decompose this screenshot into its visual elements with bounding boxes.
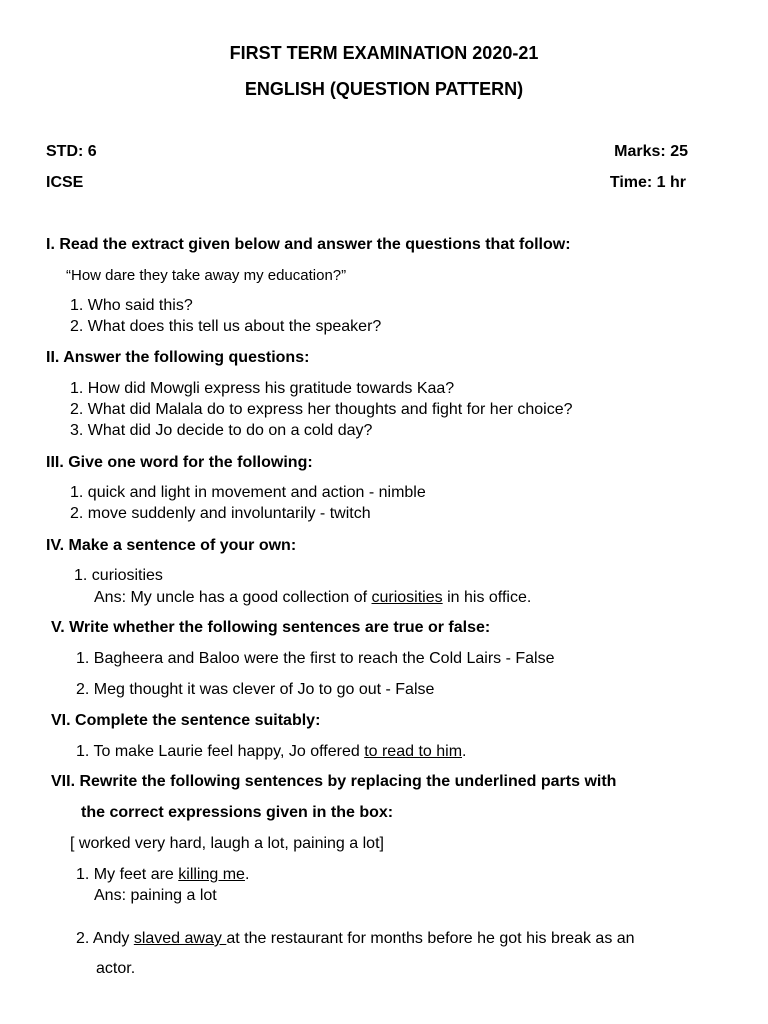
q7-item: 2. Andy slaved away at the restaurant for months before he got his break as an <box>76 930 635 947</box>
q7-item1-answer: Ans: paining a lot <box>94 887 217 904</box>
std-label: STD: 6 <box>46 143 97 160</box>
q5-item: 1. Bagheera and Baloo were the first to reach the Cold Lairs - False <box>76 650 555 667</box>
q2-item: 1. How did Mowgli express his gratitude towards Kaa? <box>70 380 455 397</box>
q3-item: 2. move suddenly and involuntarily - twitch <box>70 505 371 522</box>
exam-title: FIRST TERM EXAMINATION 2020-21 <box>229 43 539 63</box>
q4-item: 1. curiosities <box>74 567 163 584</box>
q3-heading: III. Give one word for the following: <box>46 454 313 471</box>
time-label: Time: 1 hr <box>609 174 686 191</box>
q1-item: 1. Who said this? <box>70 297 193 314</box>
q5-heading: V. Write whether the following sentences are true or false: <box>51 619 491 636</box>
q5-item: 2. Meg thought it was clever of Jo to go out - False <box>76 681 435 698</box>
q7-word-box: [ worked very hard, laugh a lot, paining a lot] <box>70 835 384 852</box>
q3-item: 1. quick and light in movement and action - nimble <box>70 484 426 501</box>
marks-label: Marks: 25 <box>614 143 688 160</box>
underlined-phrase: to read to him <box>364 743 463 760</box>
q7-heading: VII. Rewrite the following sentences by replacing the underlined parts with <box>51 773 617 790</box>
q2-heading: II. Answer the following questions: <box>46 349 310 366</box>
q7-heading-cont: the correct expressions given in the box: <box>81 804 394 821</box>
q7-item2-cont: actor. <box>96 960 136 977</box>
q4-heading: IV. Make a sentence of your own: <box>46 537 297 554</box>
q6-item: 1. To make Laurie feel happy, Jo offered to read to him. <box>76 743 467 760</box>
q1-quote: “How dare they take away my education?” <box>66 267 347 284</box>
q2-item: 3. What did Jo decide to do on a cold day? <box>70 422 373 439</box>
q6-heading: VI. Complete the sentence suitably: <box>51 712 321 729</box>
q1-item: 2. What does this tell us about the speaker? <box>70 318 382 335</box>
q4-answer: Ans: My uncle has a good collection of curiosities in his office. <box>94 589 532 606</box>
board-label: ICSE <box>46 174 84 191</box>
q7-item: 1. My feet are killing me. <box>76 866 250 883</box>
underlined-word: curiosities <box>371 589 443 606</box>
exam-subtitle: ENGLISH (QUESTION PATTERN) <box>244 79 524 99</box>
q1-heading: I. Read the extract given below and answer the questions that follow: <box>46 236 571 253</box>
q2-item: 2. What did Malala do to express her thoughts and fight for her choice? <box>70 401 573 418</box>
underlined-phrase: slaved away <box>133 930 227 947</box>
underlined-phrase: killing me <box>178 866 245 883</box>
